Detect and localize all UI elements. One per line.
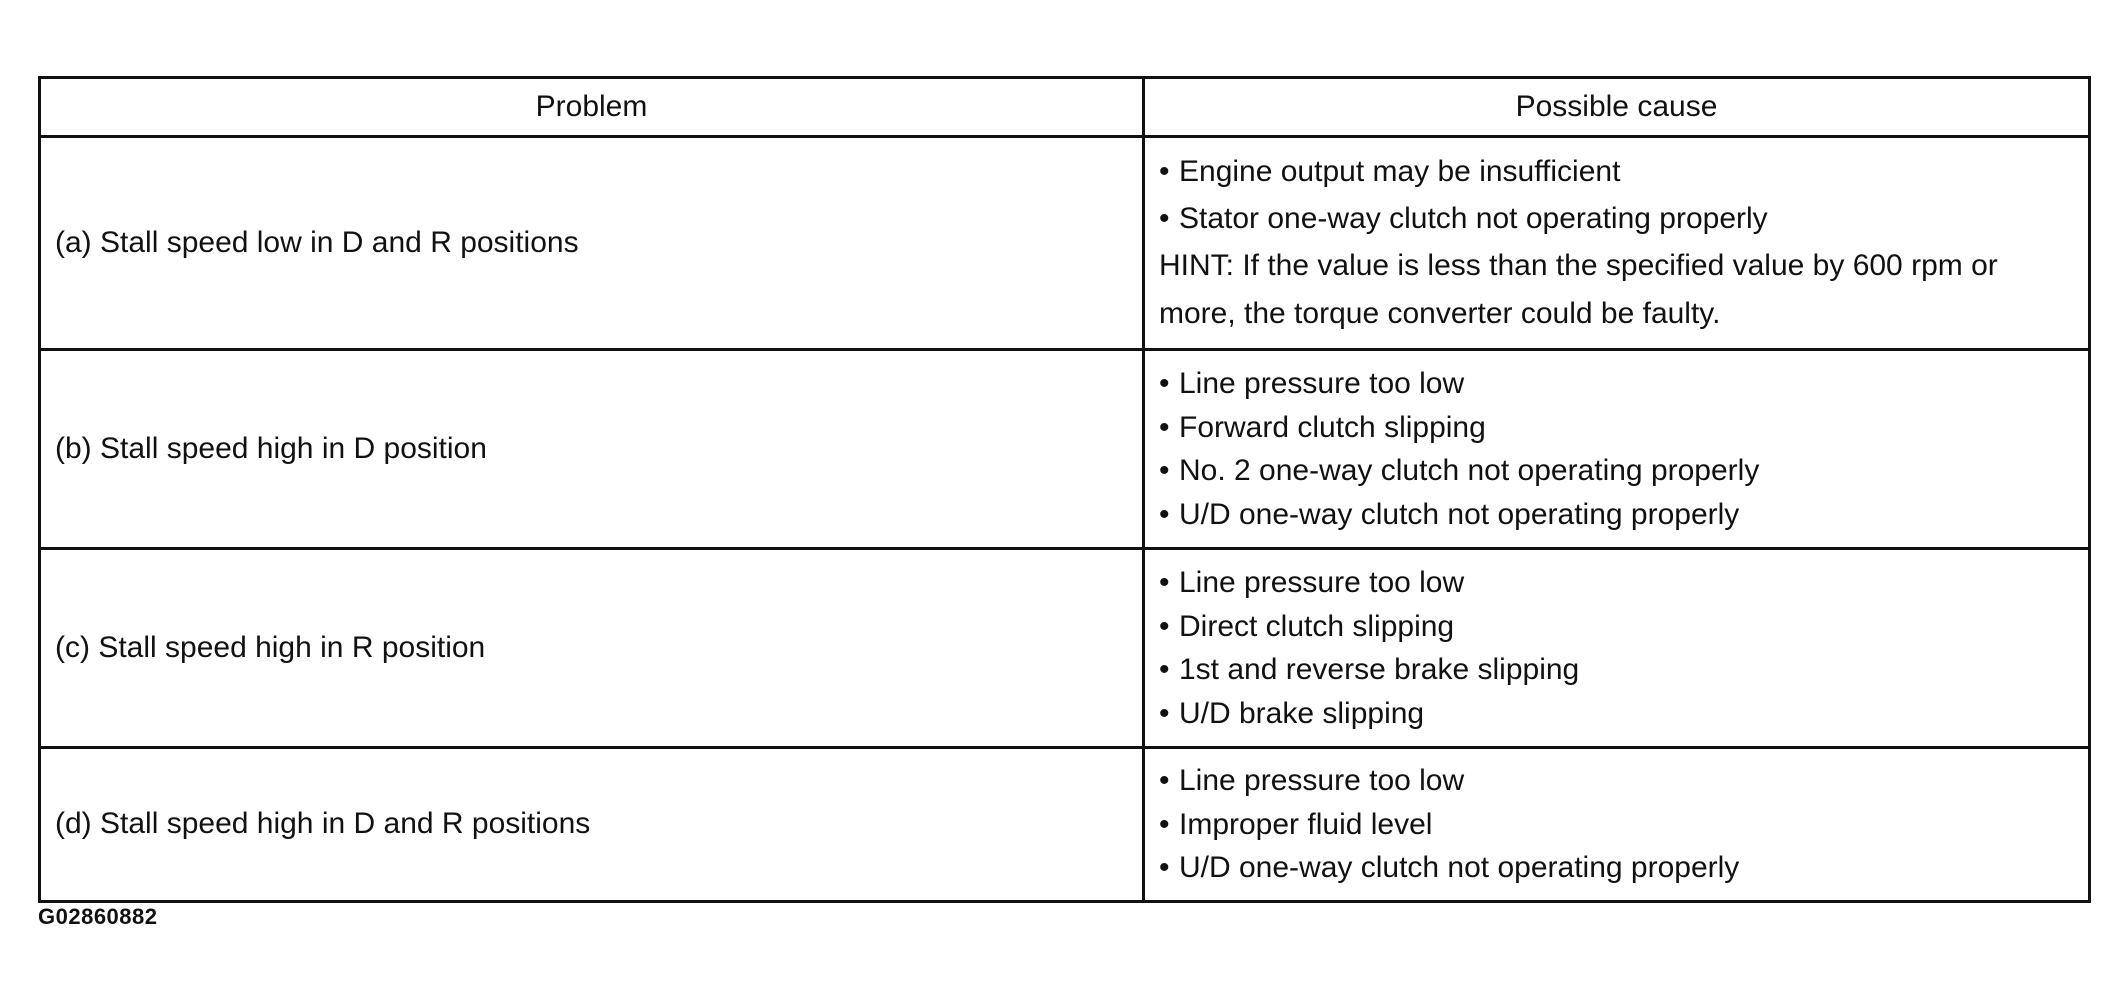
cause-list-item [1159,692,2074,736]
bullet-icon: • [1159,410,1170,444]
bullet-icon: • [1159,696,1170,730]
cause-list-item [1159,561,2074,605]
cause-list [1159,561,2074,735]
possible-cause-cell [1144,137,2090,350]
cause-text: U/D one-way clutch not operating properly [1179,497,1740,531]
cause-list-item [1159,406,2074,450]
table-header-row [40,78,2090,137]
bullet-icon: • [1159,851,1170,884]
cause-text: Improper fluid level [1179,807,1433,841]
cause-list-item [1159,362,2074,406]
cause-text: U/D brake slipping [1179,696,1425,730]
cause-list-item [1159,648,2074,692]
table-row [40,137,2090,350]
bullet-icon: • [1159,764,1170,797]
cause-list-item [1159,449,2074,493]
problem-cell: (d) Stall speed high in D and R positions [40,748,1144,902]
bullet-icon: • [1159,566,1170,599]
problem-cell: (b) Stall speed high in D position [40,350,1144,549]
table-row [40,748,2090,902]
hint-note: HINT: If the value is less than the specified value by 600 rpm or more, the torque converter could be faulty. [1159,249,1998,330]
possible-cause-cell [1144,748,2090,902]
cause-list-item [1159,759,2074,803]
bullet-icon: • [1159,367,1170,400]
cause-list-item [1159,605,2074,649]
cause-text: Line pressure too low [1179,367,1465,400]
cause-list [1159,759,2074,890]
table-row [40,350,2090,549]
bullet-icon: • [1159,609,1170,643]
cause-list-item [1159,493,2074,537]
cause-text: No. 2 one-way clutch not operating properly [1179,454,1760,487]
cause-list [1159,148,2074,242]
cause-text: Engine output may be insufficient [1179,155,1621,188]
bullet-icon: • [1159,155,1170,188]
bullet-icon: • [1159,807,1170,841]
cause-text: Line pressure too low [1179,566,1465,599]
bullet-icon: • [1159,653,1170,686]
problem-cell: (a) Stall speed low in D and R positions [40,137,1144,350]
stall-test-table [38,76,2091,903]
cause-text: Direct clutch slipping [1179,609,1455,643]
bullet-icon: • [1159,497,1170,531]
problem-column-header: Problem [40,78,1144,137]
bullet-icon: • [1159,454,1170,487]
problem-cell: (c) Stall speed high in R position [40,549,1144,748]
cause-list-item [1159,846,2074,890]
cause-text: Line pressure too low [1179,764,1465,797]
stall-test-table-container [38,76,2088,903]
possible-cause-cell [1144,350,2090,549]
possible-cause-column-header: Possible cause [1144,78,2090,137]
figure-id-label: G02860882 [38,904,158,929]
table-row [40,549,2090,748]
cause-text: U/D one-way clutch not operating properly [1179,851,1740,884]
possible-cause-cell [1144,549,2090,748]
cause-text: 1st and reverse brake slipping [1179,653,1580,686]
cause-text: Stator one-way clutch not operating properly [1179,202,1768,235]
cause-list [1159,362,2074,536]
cause-list-item [1159,148,2074,195]
cause-text: Forward clutch slipping [1179,410,1486,444]
cause-list-item [1159,803,2074,847]
cause-list-item [1159,195,2074,242]
bullet-icon: • [1159,202,1170,235]
